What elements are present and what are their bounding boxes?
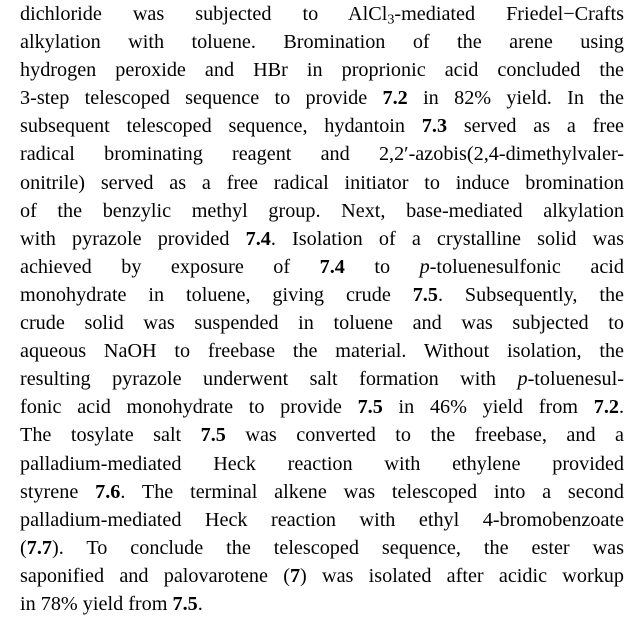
text-line bbox=[20, 225, 624, 253]
text-line bbox=[20, 478, 624, 506]
text-line bbox=[20, 253, 624, 281]
text-segment: of the benzylic methyl group. Next, base-mediated alkylation bbox=[20, 199, 624, 222]
text-segment: to bbox=[344, 255, 420, 278]
text-segment: ). To conclude the telescoped sequence, the ester was bbox=[51, 536, 624, 559]
compound-number: 7.4 bbox=[245, 227, 271, 250]
compound-number: 7.2 bbox=[593, 396, 619, 419]
subscript-text: 3 bbox=[387, 11, 395, 28]
text-segment: crude solid was suspended in toluene and was subjected to bbox=[20, 312, 624, 335]
text-segment: with pyrazole provided bbox=[20, 227, 246, 250]
text-segment: aqueous NaOH to freebase the material. Without isolation, the bbox=[20, 340, 624, 363]
text-segment: -toluenesulfonic acid bbox=[429, 255, 624, 278]
text-segment: in 78% yield from bbox=[20, 592, 173, 615]
text-line bbox=[20, 590, 624, 618]
text-segment: 3-step telescoped sequence to provide bbox=[20, 87, 383, 110]
text-line bbox=[20, 337, 624, 365]
text-line bbox=[20, 169, 624, 197]
text-segment: subsequent telescoped sequence, hydantoin bbox=[20, 115, 422, 138]
compound-number: 7.6 bbox=[95, 480, 121, 503]
text-line bbox=[20, 197, 624, 225]
compound-number: 7.7 bbox=[26, 536, 52, 559]
text-line bbox=[20, 506, 624, 534]
text-segment: -toluenesul- bbox=[527, 368, 624, 391]
text-line bbox=[20, 450, 624, 478]
compound-number: 7.2 bbox=[382, 87, 408, 110]
text-segment: ( bbox=[20, 536, 27, 559]
paragraph bbox=[20, 0, 624, 618]
text-segment: palladium-mediated Heck reaction with ethyl 4-bromobenzoate bbox=[20, 508, 624, 531]
text-segment: in 46% yield from bbox=[382, 396, 594, 419]
text-segment: . bbox=[618, 396, 624, 419]
compound-number: 7.5 bbox=[172, 592, 198, 615]
text-line bbox=[20, 281, 624, 309]
text-segment: . bbox=[197, 592, 203, 615]
text-line bbox=[20, 365, 624, 393]
text-segment: saponified and palovarotene ( bbox=[20, 564, 290, 587]
compound-number: 7.5 bbox=[412, 283, 438, 306]
text-segment: . The terminal alkene was telescoped into a second bbox=[120, 480, 624, 503]
text-segment: resulting pyrazole underwent salt formation with bbox=[20, 368, 518, 391]
text-segment: radical brominating reagent and 2,2′-azobis(2,4-dimethylvaler- bbox=[20, 143, 624, 166]
italic-text: p bbox=[419, 255, 430, 278]
text-line bbox=[20, 84, 624, 112]
text-segment: in 82% yield. In the bbox=[407, 87, 624, 110]
text-segment: -mediated Friedel−Crafts bbox=[394, 3, 624, 25]
text-segment: alkylation with toluene. Bromination of the arene using bbox=[20, 31, 624, 54]
text-segment: achieved by exposure of bbox=[20, 255, 320, 278]
text-line bbox=[20, 562, 624, 590]
text-line bbox=[20, 0, 624, 28]
compound-number: 7.5 bbox=[357, 396, 383, 419]
text-segment: served as a free bbox=[447, 115, 624, 138]
compound-number: 7.3 bbox=[421, 115, 448, 138]
compound-number: 7.4 bbox=[319, 255, 345, 278]
text-segment: was converted to the freebase, and a bbox=[225, 424, 624, 447]
text-line bbox=[20, 140, 624, 168]
text-segment: monohydrate in toluene, giving crude bbox=[20, 283, 413, 306]
text-segment: dichloride was subjected to AlCl bbox=[20, 3, 388, 25]
text-segment: onitrile) served as a free radical initiator to induce bromination bbox=[20, 171, 624, 194]
text-segment: . Subsequently, the bbox=[437, 283, 625, 306]
text-segment: ) was isolated after acidic workup bbox=[300, 564, 624, 587]
text-segment: palladium-mediated Heck reaction with ethylene provided bbox=[20, 452, 624, 475]
text-line bbox=[20, 393, 624, 421]
text-line bbox=[20, 421, 624, 449]
text-line bbox=[20, 534, 624, 562]
text-segment: fonic acid monohydrate to provide bbox=[20, 396, 358, 419]
italic-text: p bbox=[517, 368, 528, 391]
text-segment: The tosylate salt bbox=[20, 424, 201, 447]
text-segment: hydrogen peroxide and HBr in proprionic acid concluded the bbox=[20, 59, 624, 82]
text-line bbox=[20, 28, 624, 56]
text-segment: styrene bbox=[20, 480, 96, 503]
text-segment: . Isolation of a crystalline solid was bbox=[270, 227, 624, 250]
text-line bbox=[20, 112, 624, 140]
compound-number: 7 bbox=[289, 564, 301, 587]
text-line bbox=[20, 56, 624, 84]
text-line bbox=[20, 309, 624, 337]
compound-number: 7.5 bbox=[200, 424, 226, 447]
